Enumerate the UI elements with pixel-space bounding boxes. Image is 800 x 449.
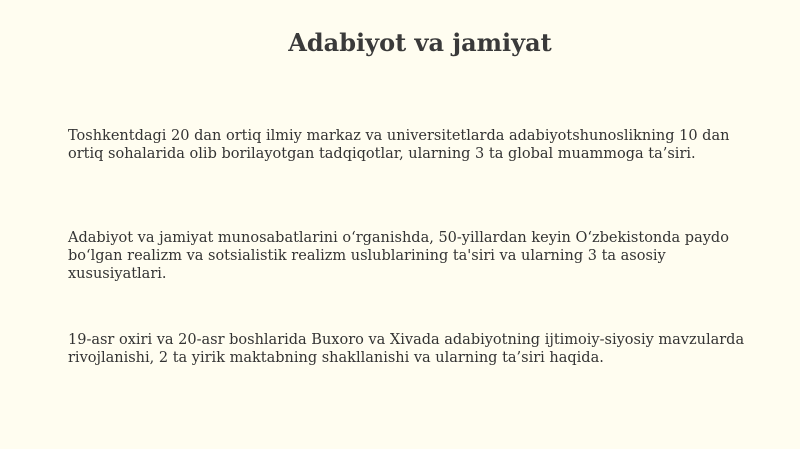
slide-title: Adabiyot va jamiyat bbox=[288, 28, 552, 57]
paragraph-2: Adabiyot va jamiyat munosabatlarini o‘rganishda, 50-yillardan keyin O‘zbekistonda paydo bo‘lgan realizm va sotsialistik realizm uslublarining ta'siri va ularning 3 ta asosiy xususiyatlari. bbox=[68, 230, 729, 282]
paragraph-3: 19-asr oxiri va 20-asr boshlarida Buxoro va Xivada adabiyotning ijtimoiy-siyosiy mavzularda rivojlanishi, 2 ta yirik maktabning shakllanishi va ularning ta’siri haqida. bbox=[68, 332, 745, 366]
paragraph-1: Toshkentdagi 20 dan ortiq ilmiy markaz va universitetlarda adabiyotshunoslikning 10 dan ortiq sohalarida olib borilayotgan tadqiqotlar, ularning 3 ta global muammoga ta’siri. bbox=[68, 128, 730, 162]
